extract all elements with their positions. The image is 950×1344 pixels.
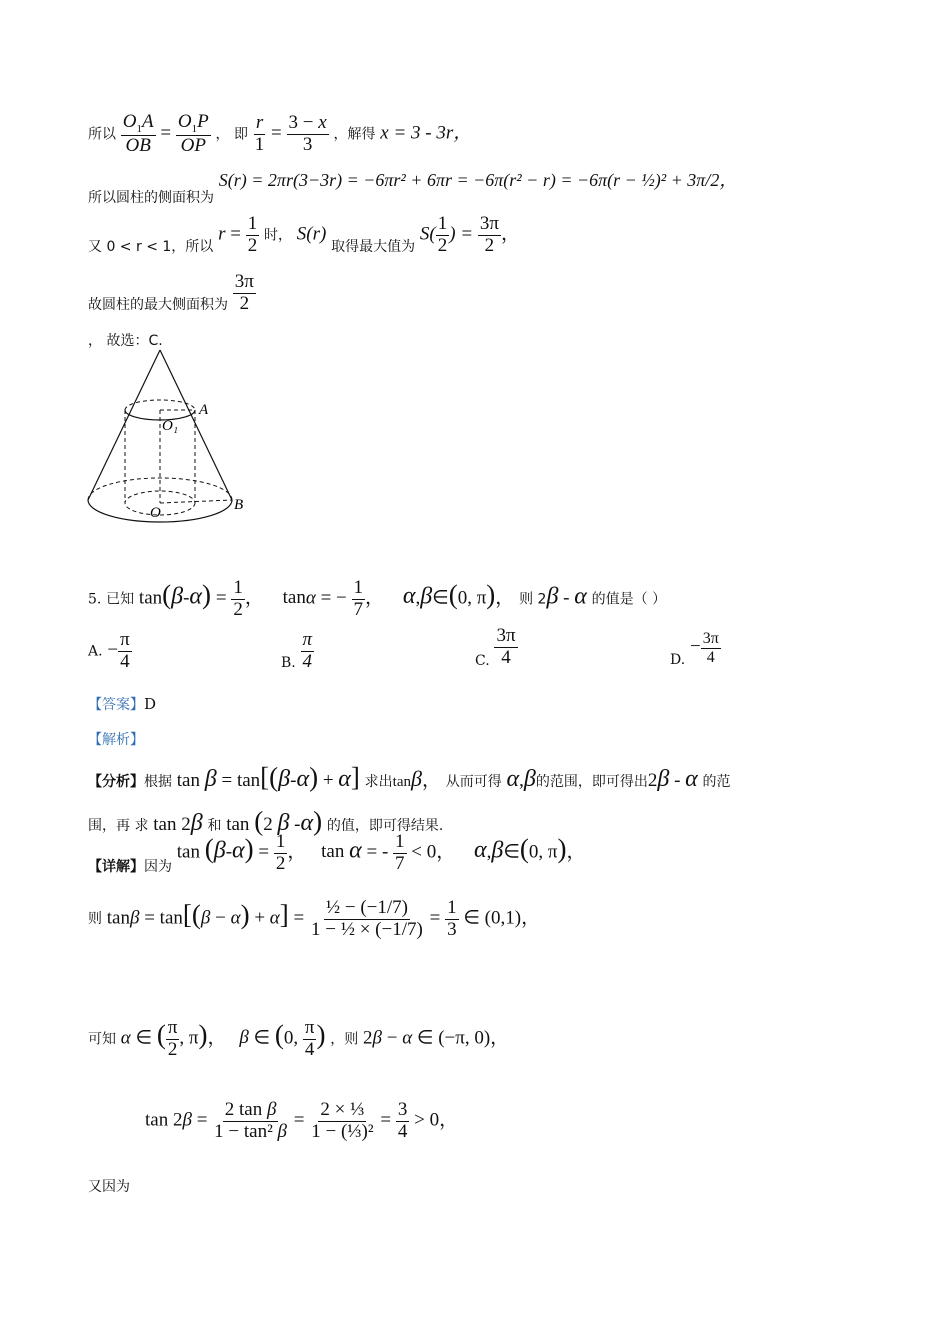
- text: 已知: [106, 591, 135, 608]
- fenxi-line-2: 围，再 求 tan 2β 和 tan (2 β -α) 的值，即可得结果.: [88, 806, 444, 836]
- text: 则: [88, 911, 102, 928]
- text: 求出: [364, 774, 393, 790]
- fenxi-tag: 【分析】: [88, 774, 144, 790]
- option-c[interactable]: [475, 626, 518, 669]
- text: 又因为: [88, 1179, 130, 1195]
- fraction: $\frac{3\pi}{4}$: [702, 630, 719, 666]
- fraction: $\frac{1}{2}$: [247, 213, 258, 256]
- fraction: $\frac{3}{4}$: [397, 1099, 408, 1142]
- prev-line-3: 又 0 < r < 1，所以 r = $\frac{1}{2}$ 时， S(r) 取得最大值为 S( $\frac{1}{2}$ ) = $\frac{3\pi}{2}$ ，: [88, 213, 520, 256]
- label-a: A: [199, 402, 209, 418]
- text: ，则: [330, 1031, 359, 1048]
- fenxi-line-1: 【分析】根据 tan β = tan[(β-α) + α] 求出tanβ， 从而可得 α,β的范围，即可得出2β - α 的范: [88, 762, 731, 792]
- analysis-tag: 【解析】: [88, 732, 144, 748]
- option-b[interactable]: [281, 630, 314, 673]
- fraction: $\frac{3\pi}{2}$: [234, 271, 254, 314]
- fraction: $\frac{O_1A}{OB}$: [122, 111, 154, 156]
- label-o: O: [150, 505, 161, 521]
- text: 和: [207, 818, 222, 834]
- answer-line: [88, 694, 156, 714]
- text: 又 0 < r < 1，所以: [88, 239, 214, 256]
- fraction: $\frac{\text{2 × ⅓}}{\text{1 − (⅓)²}}$: [311, 1099, 374, 1142]
- option-d[interactable]: [670, 630, 721, 669]
- xiangjie-line-4: tan 2β = $\frac{\text{2 tan β}}{\text{1 − tan² β}}$ = $\frac{\text{2 × ⅓}}{\text{1 − (⅓)²}}$ = $\frac{3}{4}$ > 0，: [145, 1099, 459, 1142]
- sign: −: [689, 636, 701, 658]
- text: 所以: [88, 126, 116, 143]
- equation: x = 3 - 3r，: [380, 122, 473, 144]
- prev-line-4: [88, 272, 256, 315]
- xiangjie-tag: 【详解】: [88, 859, 144, 876]
- fraction: $\frac{\pi}{4}$: [302, 629, 313, 672]
- text: 围，再 求: [88, 818, 149, 834]
- xiangjie-line-2: 则 tanβ = tan[(β − α) + α] = $\frac{\text{½ − (−1/7)}}{\text{1 − ½ × (−1/7)}}$ = $\frac{1}{3}$ ∈ (0,1)，: [88, 897, 541, 940]
- text: 取得最大值为: [331, 239, 416, 256]
- text: 根据: [144, 774, 172, 790]
- cone-cylinder-figure: [80, 345, 280, 535]
- fraction: $\frac{3\pi}{2}$: [479, 213, 499, 256]
- text: 所以圆柱的侧面积为: [88, 190, 214, 206]
- answer-value: D: [144, 695, 157, 713]
- sign: −: [107, 639, 119, 661]
- answer-tag: 【答案】: [88, 697, 144, 713]
- text: 从而可得: [445, 774, 502, 790]
- prev-line-2: [88, 166, 738, 206]
- text: 的值，即可得结果.: [326, 818, 444, 834]
- label-o1: O₁: [162, 418, 179, 434]
- text: ，解得: [333, 126, 376, 143]
- fraction: $\frac{1}{7}$: [353, 577, 364, 620]
- fraction: $\frac{1}{2}$: [437, 213, 448, 256]
- text: 因为: [144, 859, 172, 876]
- text: 时，: [263, 227, 292, 244]
- fraction: $\frac{\text{2 tan β}}{\text{1 − tan² β}}$: [214, 1099, 287, 1142]
- fraction: $\frac{\pi}{2}$: [167, 1017, 178, 1060]
- text: 可知: [88, 1031, 116, 1048]
- fraction: $\frac{\pi}{4}$: [120, 629, 130, 672]
- option-label: B.: [281, 655, 296, 672]
- fraction: $\frac{1}{7}$: [395, 831, 405, 874]
- question-number: 5.: [88, 591, 102, 608]
- fraction: $\frac{O_1P}{OP}$: [177, 111, 209, 156]
- label-b: B: [234, 497, 244, 513]
- text: 的范: [702, 774, 731, 790]
- fraction: $\frac{r}{1}$: [254, 112, 265, 155]
- text: ， 即: [215, 126, 248, 143]
- xiangjie-line-3: 可知 α ∈ ( $\frac{\pi}{2}$ , π)， β ∈ (0, $\frac{\pi}{4}$ ) ，则 2β − α ∈ (−π, 0)，: [88, 1017, 510, 1060]
- fraction: $\frac{1}{2}$: [233, 577, 243, 620]
- text: ， 故选：C.: [88, 333, 163, 349]
- question-5-stem: 5. 已知 tan(β-α) = $\frac{1}{2}$ ， tanα = − $\frac{1}{7}$ ， α,β∈(0, π)， 则 2β - α 的值是（ ）: [88, 577, 667, 620]
- xiangjie-line-1: 【详解】因为 tan (β-α) = $\frac{1}{2}$ ， tan α = - $\frac{1}{7}$ < 0， α,β∈(0, π)，: [88, 831, 586, 876]
- fraction: $\frac{\text{½ − (−1/7)}}{\text{1 − ½ × (−1/7)}}$: [311, 897, 423, 940]
- text: 故圆柱的最大侧面积为: [88, 297, 228, 314]
- option-label: D.: [670, 652, 686, 669]
- fraction: $\frac{3\pi}{4}$: [496, 625, 516, 668]
- option-label: C.: [475, 653, 490, 670]
- text: 的值是（ ）: [591, 591, 667, 608]
- option-label: A.: [88, 643, 103, 660]
- text: 的范围，即可得出: [535, 774, 648, 790]
- prev-line-1: 所以 $\frac{O_1A}{OB}$ = $\frac{O_1P}{OP}$ ， 即 $\frac{r}{1}$ = $\frac{3 - x}{3}$ ，解得 x = 3 - 3r，: [88, 111, 473, 156]
- formula: S(r) = 2πr(3−3r) = −6πr² + 6πr = −6π(r² − r) = −6π(r − ½)² + 3π/2，: [218, 170, 738, 190]
- fraction: $\frac{1}{3}$: [447, 897, 457, 940]
- fraction: $\frac{3 - x}{3}$: [288, 112, 327, 155]
- option-a[interactable]: [88, 630, 132, 673]
- text: 则 2: [519, 591, 547, 608]
- fraction: $\frac{1}{2}$: [275, 831, 286, 874]
- fraction: $\frac{\pi}{4}$: [304, 1017, 315, 1060]
